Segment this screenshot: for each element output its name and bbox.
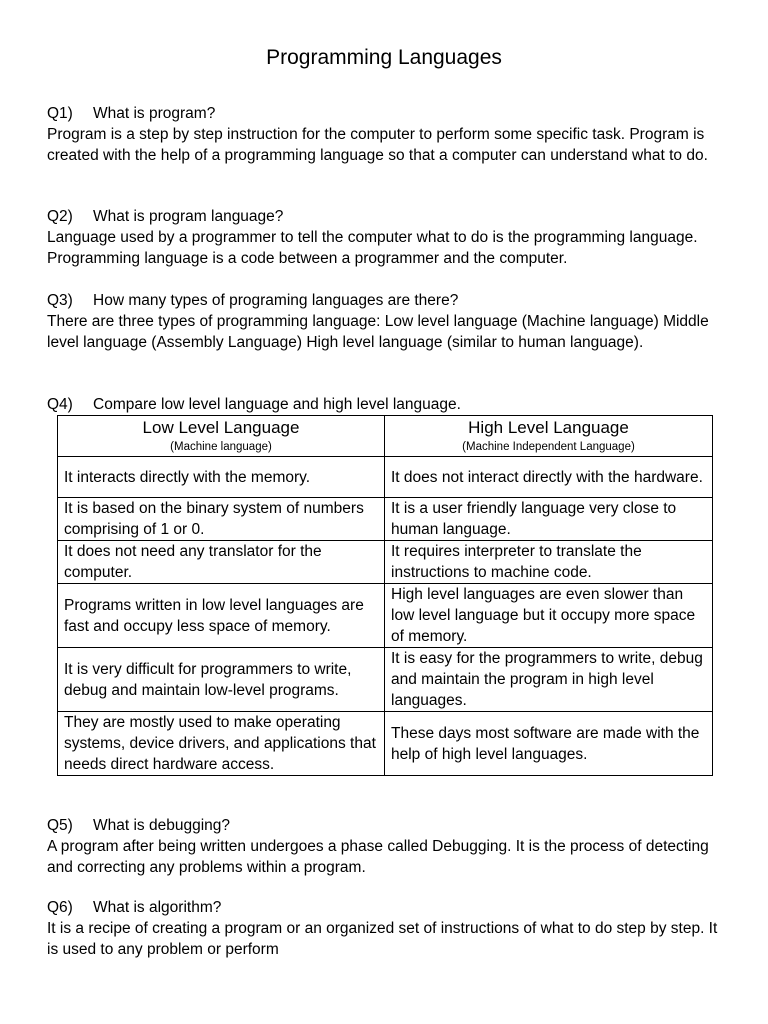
comparison-table [57,415,713,776]
table-cell: It is based on the binary system of numbers comprising of 1 or 0. [58,498,385,541]
table-cell: It interacts directly with the memory. [58,457,385,498]
question-block-q5 [47,815,727,878]
answer-text: A program after being written undergoes a phase called Debugging. It is the process of detecting and correcting any problems within a program. [47,838,709,876]
table-cell: It is a user friendly language very close to human language. [385,498,713,541]
question-line [47,206,727,227]
answer-text: Program is a step by step instruction for the computer to perform some specific task. Program is created with the help of a programming language so that a computer can understand what to do. [47,126,708,164]
table-header-row [58,416,713,457]
question-block-q6 [47,897,727,960]
question-block-q1 [47,103,727,166]
question-number: Q2) [47,208,73,225]
table-cell: They are mostly used to make operating systems, device drivers, and applications that needs direct hardware access. [58,712,385,776]
question-text: What is algorithm? [93,899,222,916]
question-line [47,290,727,311]
question-number: Q6) [47,899,73,916]
table-row [58,712,713,776]
table-row [58,498,713,541]
column-subtitle: (Machine language) [170,441,272,453]
question-number: Q5) [47,817,73,834]
question-block-q3 [47,290,727,353]
question-number: Q3) [47,292,73,309]
question-line [47,394,727,415]
table-cell: Programs written in low level languages are fast and occupy less space of memory. [58,584,385,648]
question-block-q2 [47,206,727,269]
question-block-q4 [47,394,727,415]
question-text: What is program? [93,105,216,122]
table-cell: It is very difficult for programmers to write, debug and maintain low-level programs. [58,648,385,712]
column-title: Low Level Language [142,418,300,437]
table-cell: It does not need any translator for the computer. [58,541,385,584]
question-number: Q1) [47,105,73,122]
question-text: What is debugging? [93,817,231,834]
answer-text: Language used by a programmer to tell the computer what to do is the programming language. Programming language is a code between a programmer and the computer. [47,229,698,267]
table-row [58,457,713,498]
column-title: High Level Language [468,418,629,437]
table-cell: High level languages are even slower than low level language but it occupy more space of memory. [385,584,713,648]
table-cell: It does not interact directly with the hardware. [385,457,713,498]
question-line [47,103,727,124]
table-row [58,541,713,584]
question-text: Compare low level language and high level language. [93,396,461,413]
page-title: Programming Languages [266,46,502,69]
answer-text: It is a recipe of creating a program or an organized set of instructions of what to do step by step. It is used to any problem or perform [47,920,718,958]
table-row [58,648,713,712]
question-text: What is program language? [93,208,284,225]
column-subtitle: (Machine Independent Language) [462,441,635,453]
question-line [47,897,727,918]
table-cell: It requires interpreter to translate the instructions to machine code. [385,541,713,584]
table-cell: These days most software are made with the help of high level languages. [385,712,713,776]
table-row [58,584,713,648]
table-cell: It is easy for the programmers to write, debug and maintain the program in high level languages. [385,648,713,712]
question-number: Q4) [47,396,73,413]
answer-text: There are three types of programming language: Low level language (Machine language) Middle level language (Assembly Language) High level language (similar to human language). [47,313,709,351]
question-line [47,815,727,836]
table-header-cell [385,416,713,457]
table-header-cell [58,416,385,457]
question-text: How many types of programing languages are there? [93,292,459,309]
